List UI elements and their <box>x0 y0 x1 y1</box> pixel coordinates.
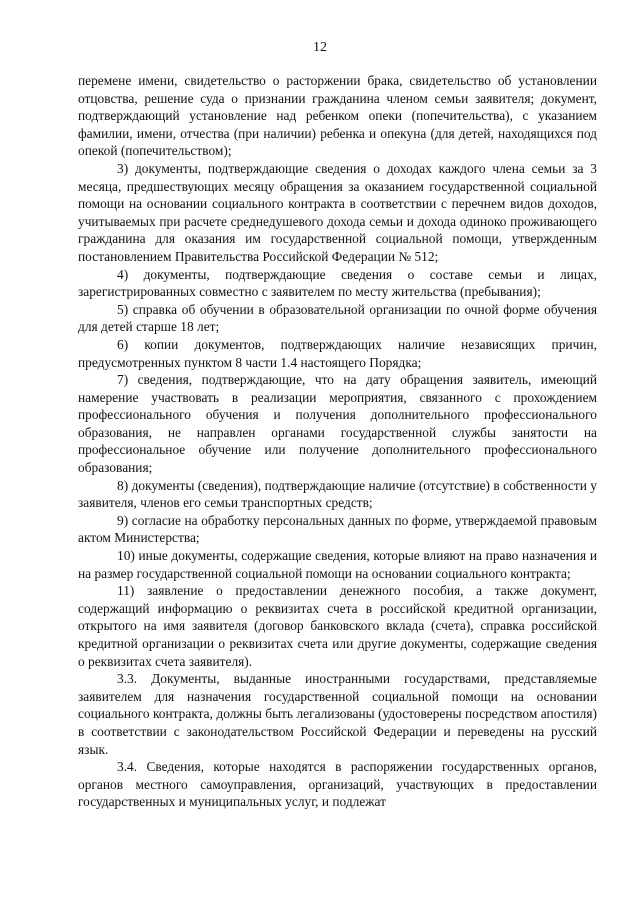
paragraph-continuation: перемене имени, свидетельство о расторжении брака, свидетельство об установлении отцовства, решение суда о признании гражданина членом семьи заявителя; документ, подтверждающий установление над ребенком опеки (попечительства), с указанием фамилии, имени, отчества (при наличии) ребенка и опекуна (для детей, находящихся под опекой (попечительством); <box>78 73 597 159</box>
list-item-9: 9) согласие на обработку персональных данных по форме, утверждаемой правовым актом Министерства; <box>78 512 597 546</box>
list-item-8: 8) документы (сведения), подтверждающие наличие (отсутствие) в собственности у заявителя, членов его семьи транспортных средств; <box>78 477 597 511</box>
clause-3-4: 3.4. Сведения, которые находятся в распоряжении государственных органов, органов местного самоуправления, организаций, участвующих в предоставлении государственных и муниципальных услуг, и подлежат <box>78 759 597 810</box>
list-item-11: 11) заявление о предоставлении денежного пособия, а также документ, содержащий информацию о реквизитах счета в российской кредитной организации, открытого на имя заявителя (договор банковского вклада (счета), справка российской кредитной организации о реквизитах счета или другие документы, содержащие сведения о реквизитах счета заявителя). <box>78 583 597 669</box>
page-number: 12 <box>313 40 327 55</box>
clause-3-3: 3.3. Документы, выданные иностранными государствами, представляемые заявителем для назначения государственной социальной помощи на основании социального контракта, должны быть легализованы (удостоверены посредством апостиля) в соответствии с законодательством Российской Федерации и переведены на русский язык. <box>78 671 597 757</box>
list-item-3: 3) документы, подтверждающие сведения о доходах каждого члена семьи за 3 месяца, предшествующих месяцу обращения за оказанием государственной социальной помощи на основании социального контракта в соответствии с перечнем видов доходов, учитываемых при расчете среднедушевого дохода семьи и дохода одиноко проживающего гражданина для оказания им государственной социальной помощи, утвержденным постановлением Правительства Российской Федерации № 512; <box>78 160 597 264</box>
list-item-4: 4) документы, подтверждающие сведения о составе семьи и лицах, зарегистрированных совместно с заявителем по месту жительства (пребывания); <box>78 266 597 300</box>
document-body <box>78 72 597 811</box>
list-item-7: 7) сведения, подтверждающие, что на дату обращения заявитель, имеющий намерение участвовать в реализации мероприятия, связанного с прохождением профессионального обучения и получения дополнительного профессионального образования, не направлен органами государственной службы занятости на профессиональное обучение или получение дополнительного профессионального образования; <box>78 372 597 476</box>
list-item-6: 6) копии документов, подтверждающих наличие независящих причин, предусмотренных пунктом 8 части 1.4 настоящего Порядка; <box>78 336 597 370</box>
list-item-5: 5) справка об обучении в образовательной организации по очной форме обучения для детей старше 18 лет; <box>78 301 597 335</box>
list-item-10: 10) иные документы, содержащие сведения, которые влияют на право назначения и на размер государственной социальной помощи на основании социального контракта; <box>78 548 597 581</box>
